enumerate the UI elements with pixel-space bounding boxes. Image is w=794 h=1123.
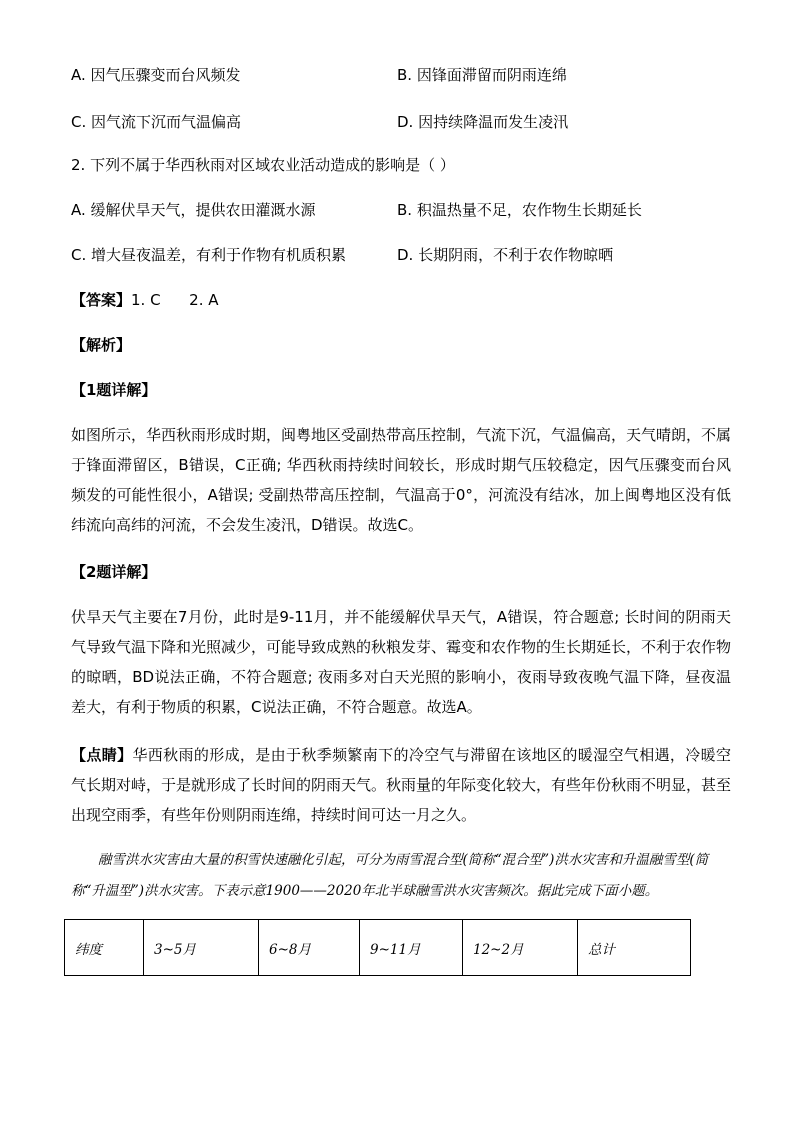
flood-frequency-table (64, 919, 691, 976)
tip-paragraph (71, 740, 731, 830)
header-mar-may: 3~5月 (144, 920, 259, 976)
answer-line (71, 290, 219, 310)
tip-text: 华西秋雨的形成，是由于秋季频繁南下的冷空气与滞留在该地区的暖湿空气相遇，冷暖空气长期对峙，于是就形成了长时间的阴雨天气。秋雨量的年际变化较大，有些年份秋雨不明显，甚至出现空雨季，有些年份则阴雨连绵，持续时间可达一月之久。 (71, 746, 732, 824)
q1-option-a: A. 因气压骤变而台风频发 (71, 66, 241, 84)
q1-option-c: C. 因气流下沉而气温偏高 (71, 113, 242, 131)
detail2-text: 伏旱天气主要在7月份，此时是9-11月，并不能缓解伏旱天气，A错误，符合题意; 长时间的阴雨天气导致气温下降和光照减少，可能导致成熟的秋粮发芽、霉变和农作物的生长期延长，不利于农作物的晾晒，BD说法正确，不符合题意; 夜雨多对白天光照的影响小，夜雨导致夜晚气温下降，昼夜温差大，有利于物质的积累，C说法正确，不符合题意。故选A。 (71, 608, 732, 716)
q2-option-b: B. 积温热量不足，农作物生长期延长 (397, 201, 642, 219)
intro-paragraph: 融雪洪水灾害由大量的积雪快速融化引起，可分为雨雪混合型(简称“混合型”)洪水灾害和升温融雪型(简称“升温型”)洪水灾害。下表示意1900——2020年北半球融雪洪水灾害频次。据此完成下面小题。 (71, 852, 709, 899)
q2-option-c: C. 增大昼夜温差，有利于作物有机质积累 (71, 246, 347, 264)
header-sep-nov: 9~11月 (360, 920, 463, 976)
answer-label: 【答案】 (71, 291, 132, 309)
answer-value: 1. C 2. A (131, 291, 219, 309)
table-header-row (65, 920, 691, 976)
header-dec-feb: 12~2月 (463, 920, 578, 976)
detail2-label: 【2题详解】 (71, 563, 157, 581)
q1-option-b: B. 因锋面滞留而阴雨连绵 (397, 66, 567, 84)
analysis-label: 【解析】 (71, 336, 132, 354)
tip-label: 【点睛】 (71, 746, 133, 764)
q2-stem: 2. 下列不属于华西秋雨对区域农业活动造成的影响是（ ） (71, 156, 455, 174)
header-total: 总计 (578, 920, 691, 976)
detail1-text: 如图所示，华西秋雨形成时期，闽粤地区受副热带高压控制，气流下沉，气温偏高，天气晴朗，不属于锋面滞留区，B错误，C正确; 华西秋雨持续时间较长，形成时期气压较稳定，因气压骤变而台风频发的可能性很小，A错误; 受副热带高压控制，气温高于0°，河流没有结冰，加上闽粤地区没有低纬流向高纬的河流，不会发生凌汛，D错误。故选C。 (71, 426, 732, 534)
q2-option-a: A. 缓解伏旱天气，提供农田灌溉水源 (71, 201, 316, 219)
header-latitude: 纬度 (65, 920, 144, 976)
q1-option-d: D. 因持续降温而发生凌汛 (397, 113, 569, 131)
header-jun-aug: 6~8月 (259, 920, 360, 976)
detail1-label: 【1题详解】 (71, 381, 157, 399)
q2-option-d: D. 长期阴雨，不利于农作物晾晒 (397, 246, 614, 264)
